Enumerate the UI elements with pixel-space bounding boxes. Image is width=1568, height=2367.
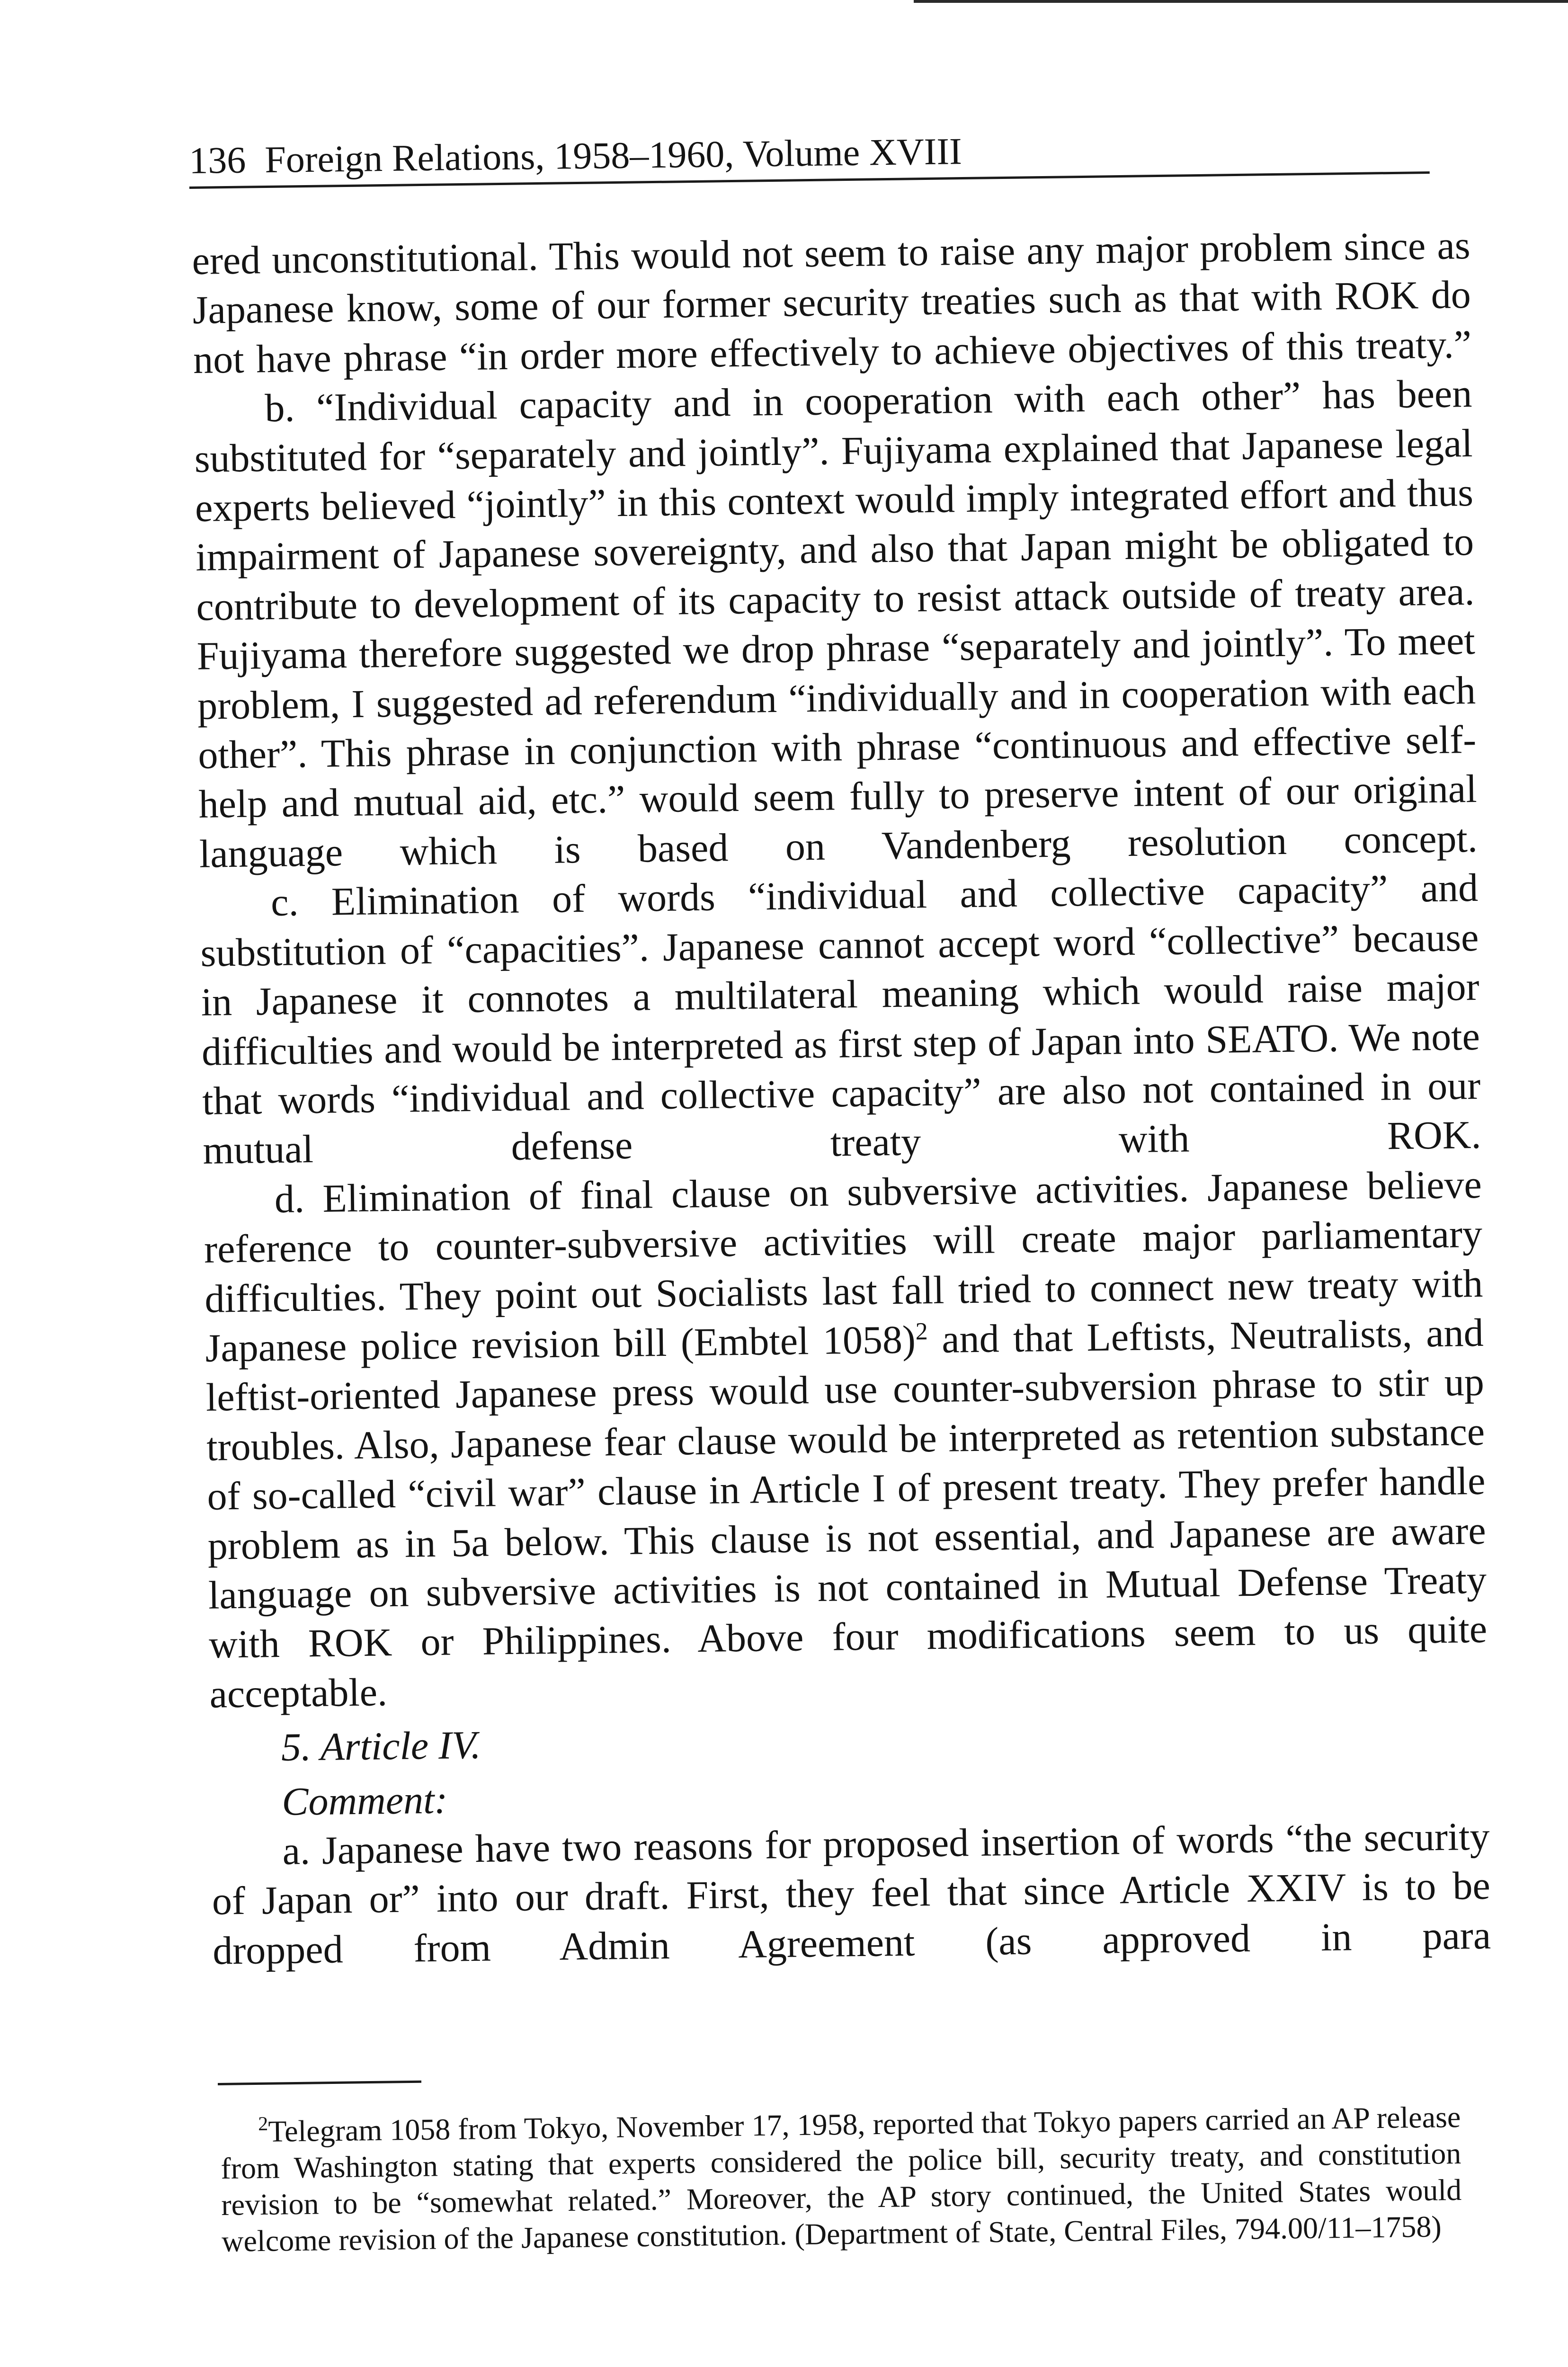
body-text: [192, 221, 1491, 1976]
paragraph-c: c. Elimination of words “individual and collective capacity” and substitution of “capacities”. Japanese cannot accept word “collective” because in Japanese it connotes a multilateral meaning which would raise major difficulties and would be interpreted as first step of Japan into SEATO. We note that words “individual and collective capacity” are also not contained in our mutual defense treaty with ROK.: [200, 866, 1481, 1173]
header-line: [189, 127, 1430, 189]
footnote-reference: 2: [915, 1318, 928, 1345]
item-label-b: b.: [264, 386, 295, 431]
paragraph-d: d. Elimination of final clause on subversive activities. Japanese believe reference to counter-subversive activities will create major parliamentary difficulties. They point out Socialists last fall tried to connect new treaty with Japanese police revision bill (Embtel 1058)$^2$ and that Leftists, Neutralists, and leftist-oriented Japanese press would use counter-subversion phrase to stir up troubles. Also, Japanese fear clause would be interpreted as retention substance of so-called “civil war” clause in Article I of present treaty. They prefer handle problem as in 5a below. This clause is not essential, and Japanese are aware language on subversive activities is not contained in Mutual Defense Treaty with ROK or Philippines. Above four modifications seem to us quite acceptable.: [204, 1162, 1488, 1717]
section-heading-article-iv: 5. Article IV.: [281, 1723, 481, 1770]
paragraph-continued: ered unconstitutional. This would not seem to raise any major problem since as Japanese know, some of our former security treaties such as that with ROK do not have phrase “in order more effectively to achieve objectives of this treaty.”: [192, 223, 1472, 382]
scan-edge-line: [914, 0, 1568, 3]
page-number: 136: [188, 139, 246, 182]
running-header: [189, 127, 1430, 189]
paragraph-b: b. “Individual capacity and in cooperation with each other” has been substituted for “separately and jointly”. Fujiyama explained that Japanese legal experts believed “jointly” in this context would imply integrated effort and thus impairment of Japanese sovereignty, and also that Japan might be obligated to contribute to development of its capacity to resist attack outside of treaty area. Fujiyama therefore suggested we drop phrase “separately and jointly”. To meet problem, I suggested ad referendum “individually and in cooperation with each other”. This phrase in conjunction with phrase “continuous and effective self-help and mutual aid, etc.” would seem fully to preserve intent of our original language which is based on Vandenberg resolution concept.: [194, 372, 1478, 876]
footnote-rule: [218, 2081, 421, 2085]
item-label-d: d.: [274, 1176, 305, 1221]
paragraph-5a: a. Japanese have two reasons for proposed insertion of words “the security of Japan or” into our draft. First, they feel that since Article XXIV is to be dropped from Admin Agreement (as approved in para: [212, 1814, 1491, 1973]
footnote: [220, 2099, 1462, 2260]
comment-heading: Comment:: [281, 1778, 448, 1824]
footnote-text: $^2$Telegram 1058 from Tokyo, November 17, 1958, reported that Tokyo papers carried an AP release from Washington stating that experts considered the police bill, security treaty, and constitution revision to be “somewhat related.” Moreover, the AP story continued, the United States would welcome revision of the Japanese constitution. (Department of State, Central Files, 794.00/11–1758): [220, 2100, 1462, 2258]
item-label-a: a.: [282, 1829, 311, 1873]
item-label-c: c.: [270, 880, 299, 925]
footnote-marker: 2: [258, 2113, 268, 2136]
running-title: Foreign Relations, 1958–1960, Volume XVIII: [264, 131, 962, 181]
